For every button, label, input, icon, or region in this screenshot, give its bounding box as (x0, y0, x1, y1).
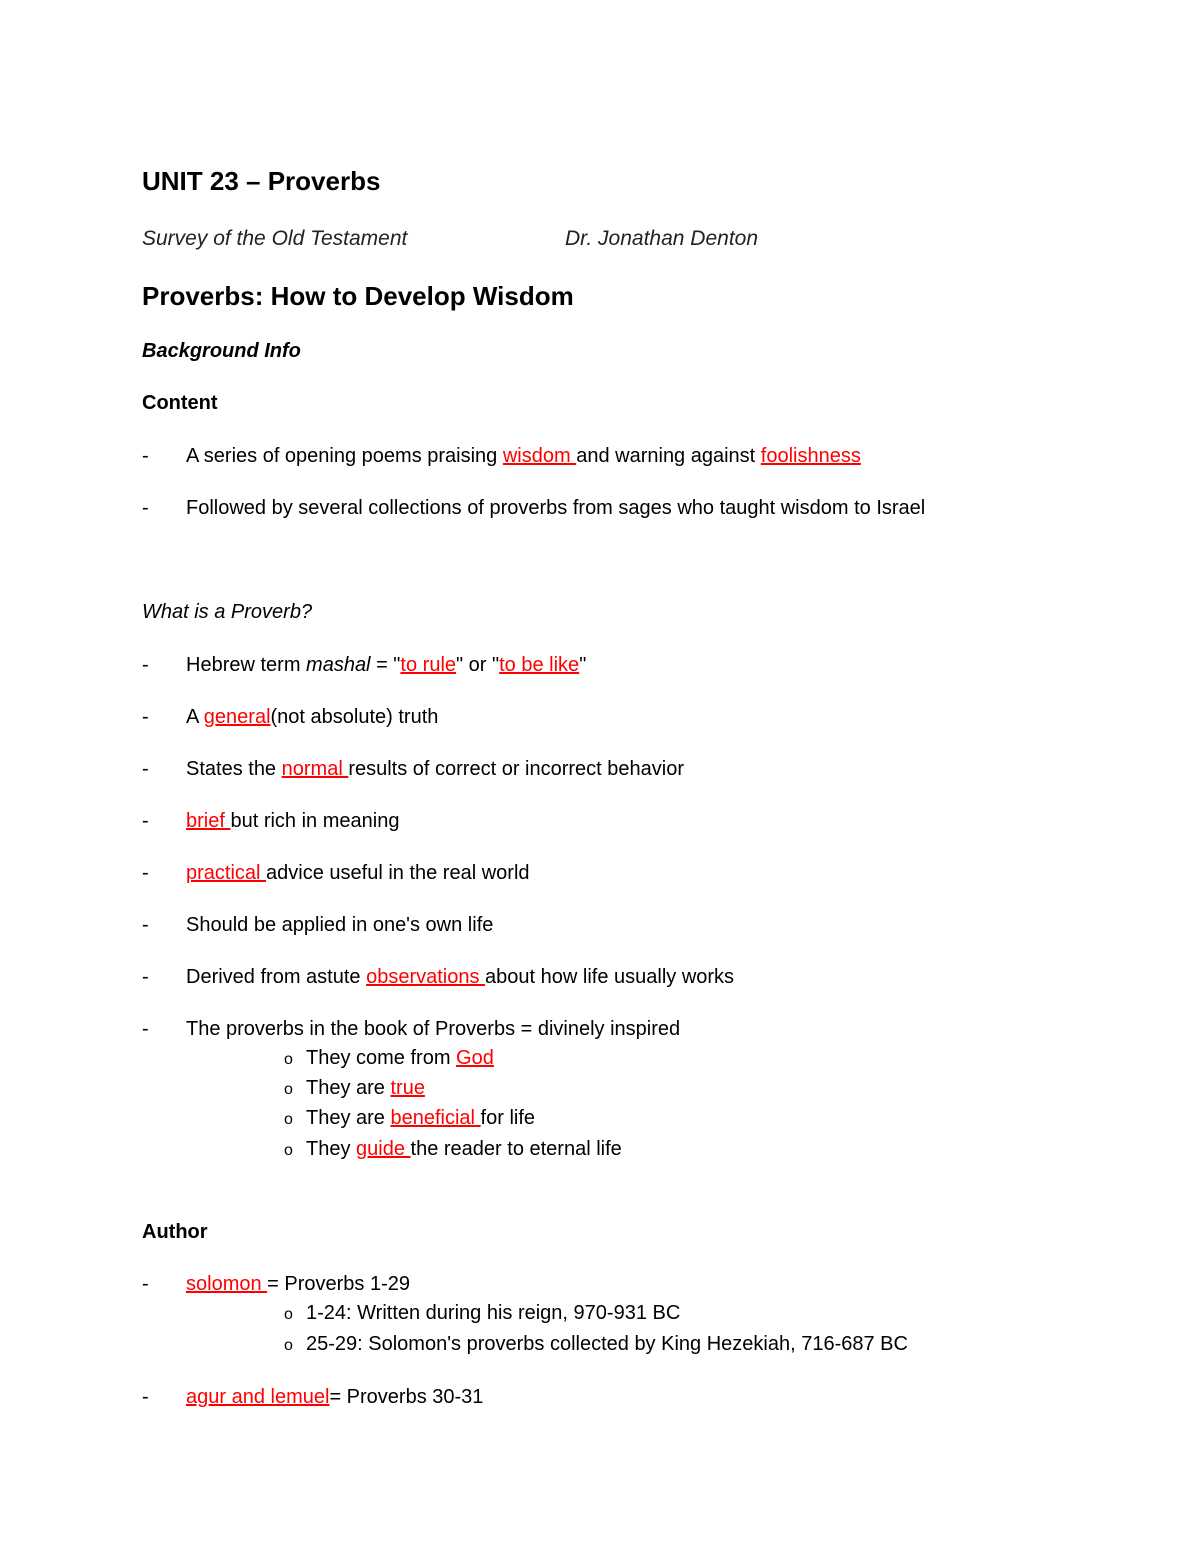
item-text: advice useful in the real world (266, 862, 530, 884)
page-title: Proverbs: How to Develop Wisdom (142, 281, 574, 311)
answer-blank: normal (281, 758, 349, 780)
item-text: Followed by several collections of proverbs from sages who taught wisdom to Israel (186, 497, 926, 519)
answer-blank: wisdom (502, 445, 577, 467)
list-dash: - (142, 758, 149, 780)
answer-blank: beneficial (390, 1107, 481, 1129)
answer-blank: practical (186, 862, 267, 884)
item-text: A (186, 706, 204, 728)
item-text: They are (306, 1077, 391, 1099)
answer-blank: observations (366, 966, 486, 988)
bullet-icon: o (284, 1337, 293, 1354)
item-text: = Proverbs 30-31 (329, 1386, 484, 1408)
answer-blank: agur and lemuel (186, 1386, 330, 1408)
item-text: the reader to eternal life (410, 1138, 622, 1160)
item-text: States the (186, 758, 282, 780)
answer-blank: brief (186, 810, 231, 832)
answer-blank: foolishness (760, 445, 861, 467)
item-text: They (306, 1138, 357, 1160)
list-dash: - (142, 1273, 149, 1295)
answer-blank: God (456, 1047, 494, 1069)
item-text: They come from (306, 1047, 457, 1069)
bullet-icon: o (284, 1306, 293, 1323)
list-dash: - (142, 1386, 149, 1408)
list-dash: - (142, 914, 149, 936)
hebrew-term: mashal (306, 654, 371, 676)
item-text: = " (370, 654, 401, 676)
item-text: = Proverbs 1-29 (267, 1273, 411, 1295)
section-content: Content (142, 392, 218, 414)
section-background: Background Info (142, 340, 301, 362)
item-text: Derived from astute (186, 966, 367, 988)
list-dash: - (142, 497, 149, 519)
section-what-is: What is a Proverb? (142, 601, 313, 623)
answer-blank: to rule (400, 654, 457, 676)
item-text: Should be applied in one's own life (186, 914, 494, 936)
answer-blank: guide (356, 1138, 411, 1160)
answer-blank: solomon (186, 1273, 268, 1295)
item-text: " or " (456, 654, 500, 676)
item-text: They are (306, 1107, 391, 1129)
item-text: about how life usually works (485, 966, 735, 988)
list-dash: - (142, 1018, 149, 1040)
course-name: Survey of the Old Testament (142, 227, 408, 250)
item-text: (not absolute) truth (270, 706, 439, 728)
item-text: " (579, 654, 587, 676)
list-dash: - (142, 654, 149, 676)
answer-blank: to be like (499, 654, 580, 676)
item-text: and warning against (576, 445, 761, 467)
bullet-icon: o (284, 1051, 293, 1068)
list-dash: - (142, 862, 149, 884)
item-text: Hebrew term (186, 654, 307, 676)
list-dash: - (142, 810, 149, 832)
answer-blank: true (390, 1077, 425, 1099)
item-text: for life (480, 1107, 536, 1129)
instructor-name: Dr. Jonathan Denton (565, 227, 759, 250)
bullet-icon: o (284, 1111, 293, 1128)
unit-title: UNIT 23 – Proverbs (142, 166, 381, 196)
list-dash: - (142, 706, 149, 728)
item-text: but rich in meaning (230, 810, 400, 832)
answer-blank: general (203, 706, 271, 728)
item-text: A series of opening poems praising (186, 445, 503, 467)
bullet-icon: o (284, 1142, 293, 1159)
item-text: The proverbs in the book of Proverbs = divinely inspired (186, 1018, 681, 1040)
item-text: 25-29: Solomon's proverbs collected by King Hezekiah, 716-687 BC (306, 1333, 908, 1355)
list-dash: - (142, 966, 149, 988)
item-text: 1-24: Written during his reign, 970-931 BC (306, 1302, 681, 1324)
bullet-icon: o (284, 1081, 293, 1098)
section-author: Author (142, 1221, 208, 1243)
list-dash: - (142, 445, 149, 467)
item-text: results of correct or incorrect behavior (348, 758, 685, 780)
